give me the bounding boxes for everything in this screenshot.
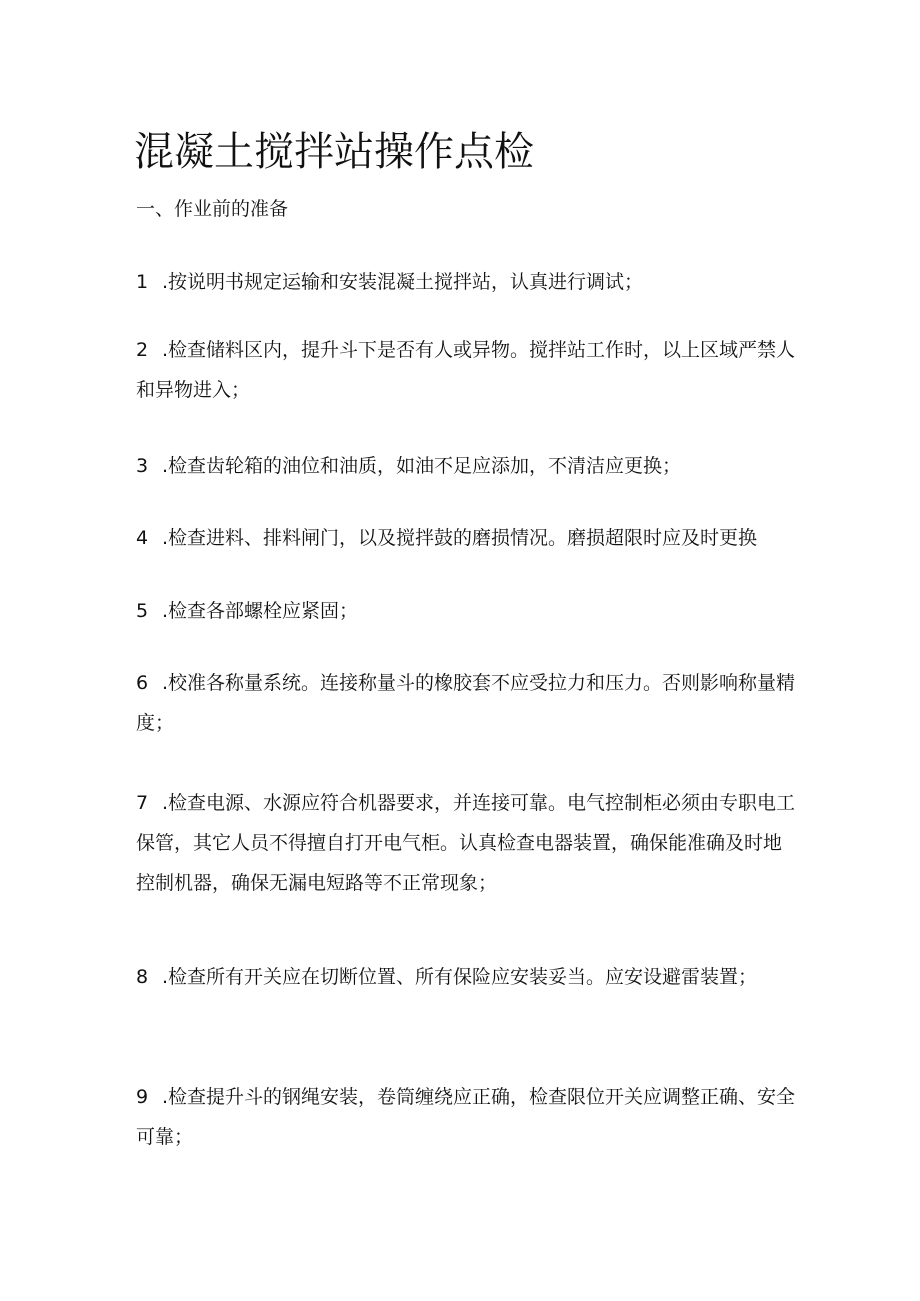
item-text: .检查各部螺栓应紧固；: [162, 600, 359, 622]
item-text: .按说明书规定运输和安装混凝土搅拌站，认真进行调试；: [162, 271, 644, 293]
item-number: 9: [136, 1086, 149, 1108]
list-item-5: [136, 591, 796, 631]
item-number: 5: [136, 600, 149, 622]
page-title: 混凝土搅拌站操作点检: [134, 129, 534, 175]
item-number: 6: [136, 672, 149, 694]
list-item-2: [136, 330, 796, 410]
list-item-6: [136, 663, 796, 743]
list-item-4: [136, 518, 796, 558]
item-number: 7: [136, 792, 149, 814]
list-item-7: [136, 783, 796, 903]
item-number: 1: [136, 271, 149, 293]
section-heading: 一、作业前的准备: [136, 198, 289, 220]
item-number: 4: [136, 527, 149, 549]
item-text: .检查电源、水源应符合机器要求，并连接可靠。电气控制柜必须由专职电工保管，其它人员不得擅自打开电气柜。认真检查电器装置，确保能准确及时地控制机器，确保无漏电短路等不正常现象；: [136, 792, 796, 894]
item-number: 8: [136, 966, 149, 988]
list-item-1: [136, 262, 796, 302]
item-text: .检查所有开关应在切断位置、所有保险应安装妥当。应安设避雷装置；: [162, 966, 758, 988]
item-number: 3: [136, 455, 149, 477]
list-item-9: [136, 1077, 796, 1157]
list-item-3: [136, 446, 796, 486]
item-text: .检查进料、排料闸门，以及搅拌鼓的磨损情况。磨损超限时应及时更换: [162, 527, 758, 549]
item-text: .检查齿轮箱的油位和油质，如油不足应添加，不清洁应更换；: [162, 455, 682, 477]
item-number: 2: [136, 339, 149, 361]
item-text: .校准各称量系统。连接称量斗的橡胶套不应受拉力和压力。否则影响称量精度；: [136, 672, 796, 734]
item-text: .检查提升斗的钢绳安装，卷筒缠绕应正确，检查限位开关应调整正确、安全可靠；: [136, 1086, 796, 1148]
item-text: .检查储料区内，提升斗下是否有人或异物。搅拌站工作时，以上区域严禁人和异物进入；: [136, 339, 796, 401]
list-item-8: [136, 957, 796, 997]
